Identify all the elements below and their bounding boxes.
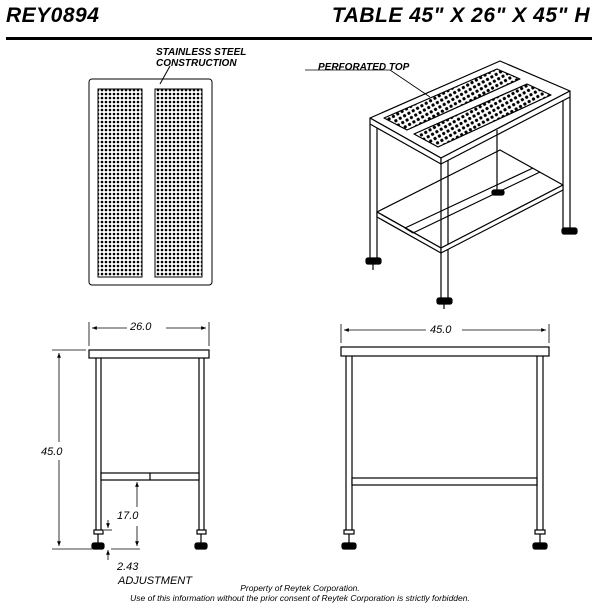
front-view — [341, 347, 549, 549]
side-top — [89, 350, 209, 358]
material-note-leader — [160, 66, 170, 84]
front-view-dimensions — [341, 324, 549, 343]
front-shelf-rail — [352, 478, 537, 485]
iso-callout-leader — [390, 70, 430, 97]
shelf-height-dim: 17.0 — [117, 510, 139, 522]
adjustment-label: ADJUSTMENT — [118, 575, 192, 587]
drawing-title: TABLE 45" X 26" X 45" H — [331, 4, 590, 27]
footer-disclaimer: Use of this information without the prior consent of Reytek Corporation is strictly forbidden. — [130, 593, 470, 603]
perforated-panel-right — [155, 89, 202, 277]
footer-property: Property of Reytek Corporation. — [240, 583, 360, 593]
front-width-dim: 45.0 — [430, 324, 452, 336]
isometric-view — [305, 61, 577, 309]
part-number: REY0894 — [6, 4, 100, 27]
perforated-panel-left — [98, 89, 142, 277]
front-top — [341, 347, 549, 356]
top-view — [89, 66, 212, 285]
material-note-line2: CONSTRUCTION — [156, 58, 237, 69]
side-height-dim: 45.0 — [41, 446, 63, 458]
adjustment-dim: 2.43 — [117, 561, 139, 573]
material-note-line1: STAINLESS STEEL — [156, 47, 247, 58]
side-view — [89, 350, 209, 549]
side-width-dim: 26.0 — [130, 321, 152, 333]
perforated-top-callout: PERFORATED TOP — [318, 62, 410, 73]
